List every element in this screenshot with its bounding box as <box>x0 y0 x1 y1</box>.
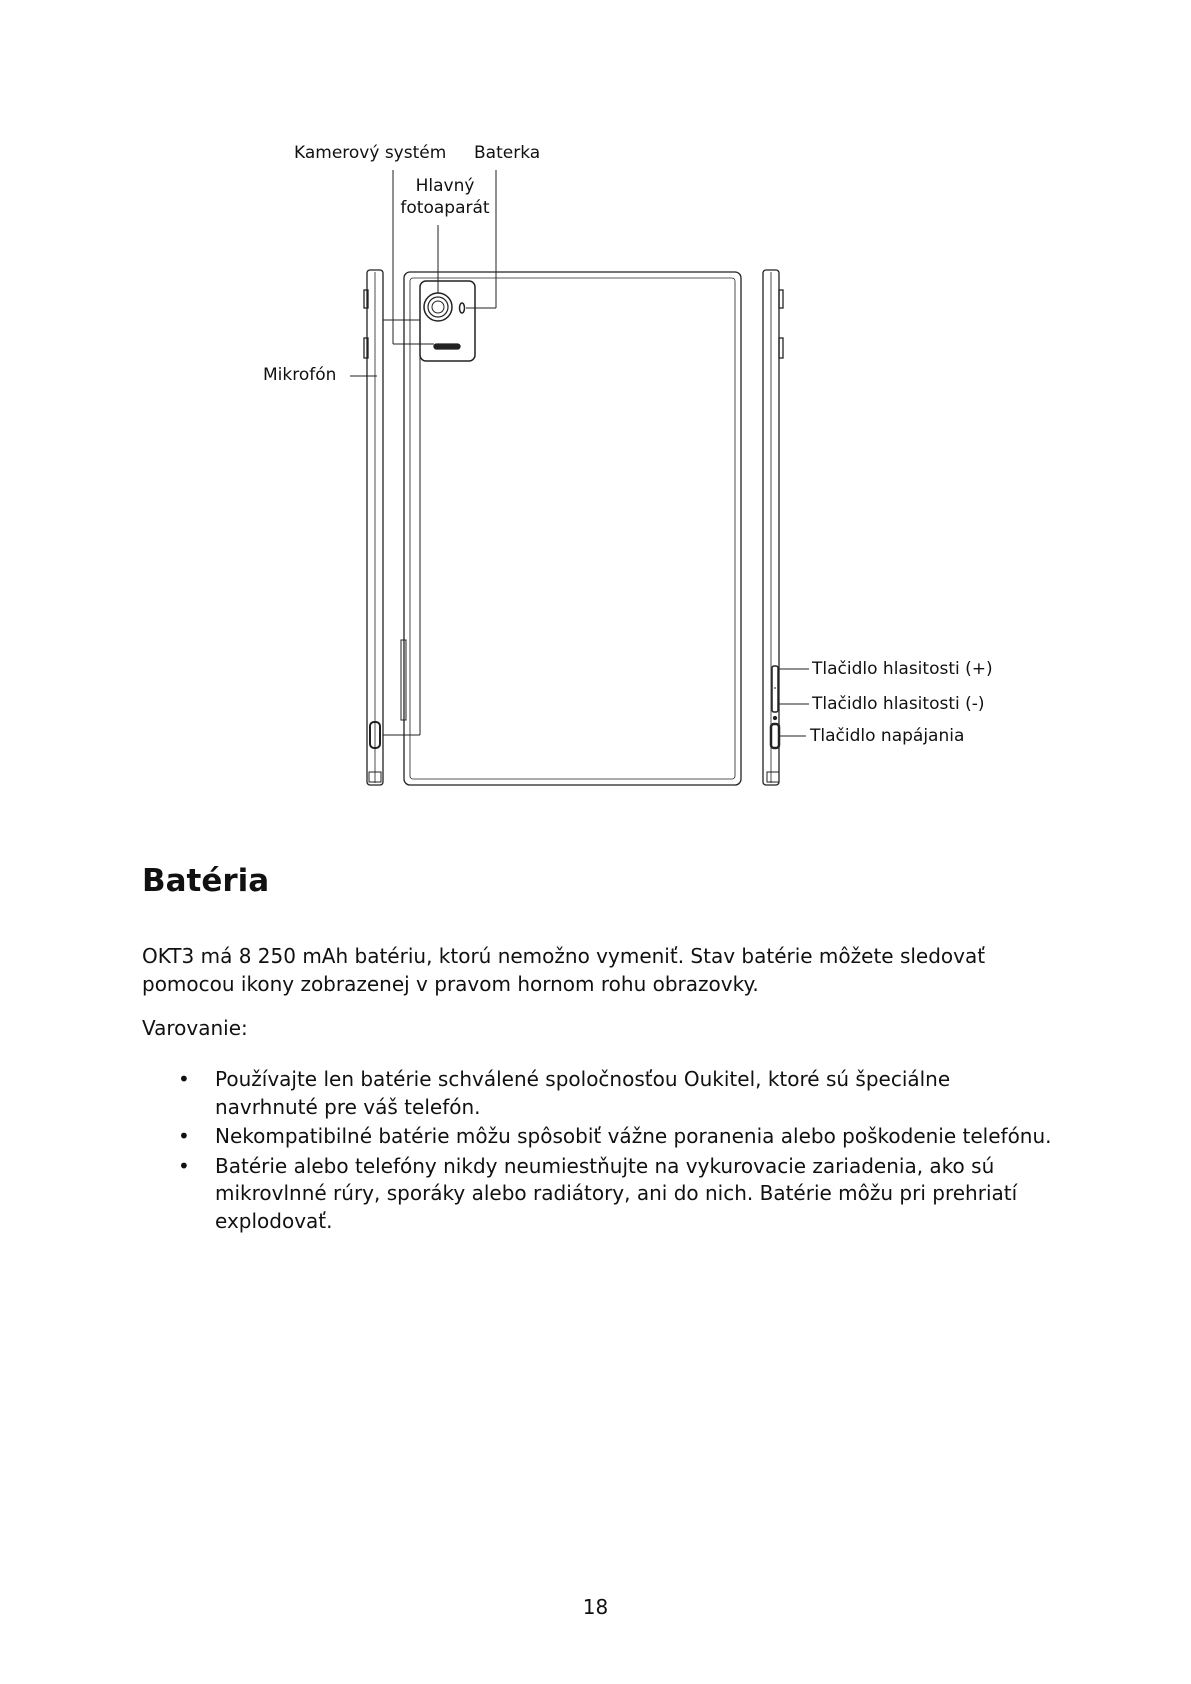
page-number: 18 <box>582 1595 609 1619</box>
left-side-view <box>364 270 420 785</box>
volume-buttons <box>772 666 778 712</box>
list-item <box>142 1123 1072 1151</box>
label-volume-down: Tlačidlo hlasitosti (-) <box>812 694 985 714</box>
warning-list <box>142 1066 1072 1237</box>
bullet-icon: • <box>178 1124 190 1148</box>
back-view <box>404 272 741 785</box>
section-title: Batéria <box>142 863 270 899</box>
list-item <box>142 1066 1072 1121</box>
bullet-icon: • <box>178 1067 190 1091</box>
label-main-camera-line2: fotoaparát <box>400 198 490 218</box>
device-diagram <box>0 0 1191 800</box>
camera-bar <box>434 344 460 349</box>
list-item-line: Používajte len batérie schválené spoločnosťou Oukitel, ktoré sú špeciálne <box>215 1067 951 1091</box>
flashlight-icon <box>460 303 465 313</box>
label-camera-system: Kamerový systém <box>294 143 447 163</box>
list-item-line: navrhnuté pre váš telefón. <box>215 1094 481 1119</box>
label-power-button: Tlačidlo napájania <box>810 726 965 746</box>
bullet-icon: • <box>178 1153 190 1178</box>
list-item <box>142 1153 1072 1236</box>
warning-label: Varovanie: <box>142 1016 248 1040</box>
tablet-drawing <box>0 0 1191 800</box>
label-volume-up: Tlačidlo hlasitosti (+) <box>812 659 993 679</box>
leader-lines <box>350 170 809 736</box>
right-side-view <box>763 270 783 785</box>
intro-line-2: pomocou ikony zobrazenej v pravom hornom rohu obrazovky. <box>142 972 759 996</box>
power-button-shape <box>771 724 779 748</box>
intro-paragraph <box>142 942 1072 998</box>
intro-line-1: OKT3 má 8 250 mAh batériu, ktorú nemožno vymeniť. Stav batérie môžete sledovať <box>142 944 986 968</box>
list-item-line: Nekompatibilné batérie môžu spôsobiť vážne poranenia alebo poškodenie telefónu. <box>215 1124 1052 1148</box>
label-main-camera <box>388 175 502 219</box>
label-flashlight: Baterka <box>474 143 541 163</box>
list-item-line: explodovať. <box>215 1208 333 1233</box>
label-microphone: Mikrofón <box>263 365 337 385</box>
label-main-camera-line1: Hlavný <box>415 176 475 196</box>
list-item-line: mikrovlnné rúry, sporáky alebo radiátory, ani do nich. Batérie môžu pri prehriatí <box>215 1181 1018 1205</box>
list-item-line: Batérie alebo telefóny nikdy neumiestňujte na vykurovacie zariadenia, ako sú <box>215 1153 995 1178</box>
